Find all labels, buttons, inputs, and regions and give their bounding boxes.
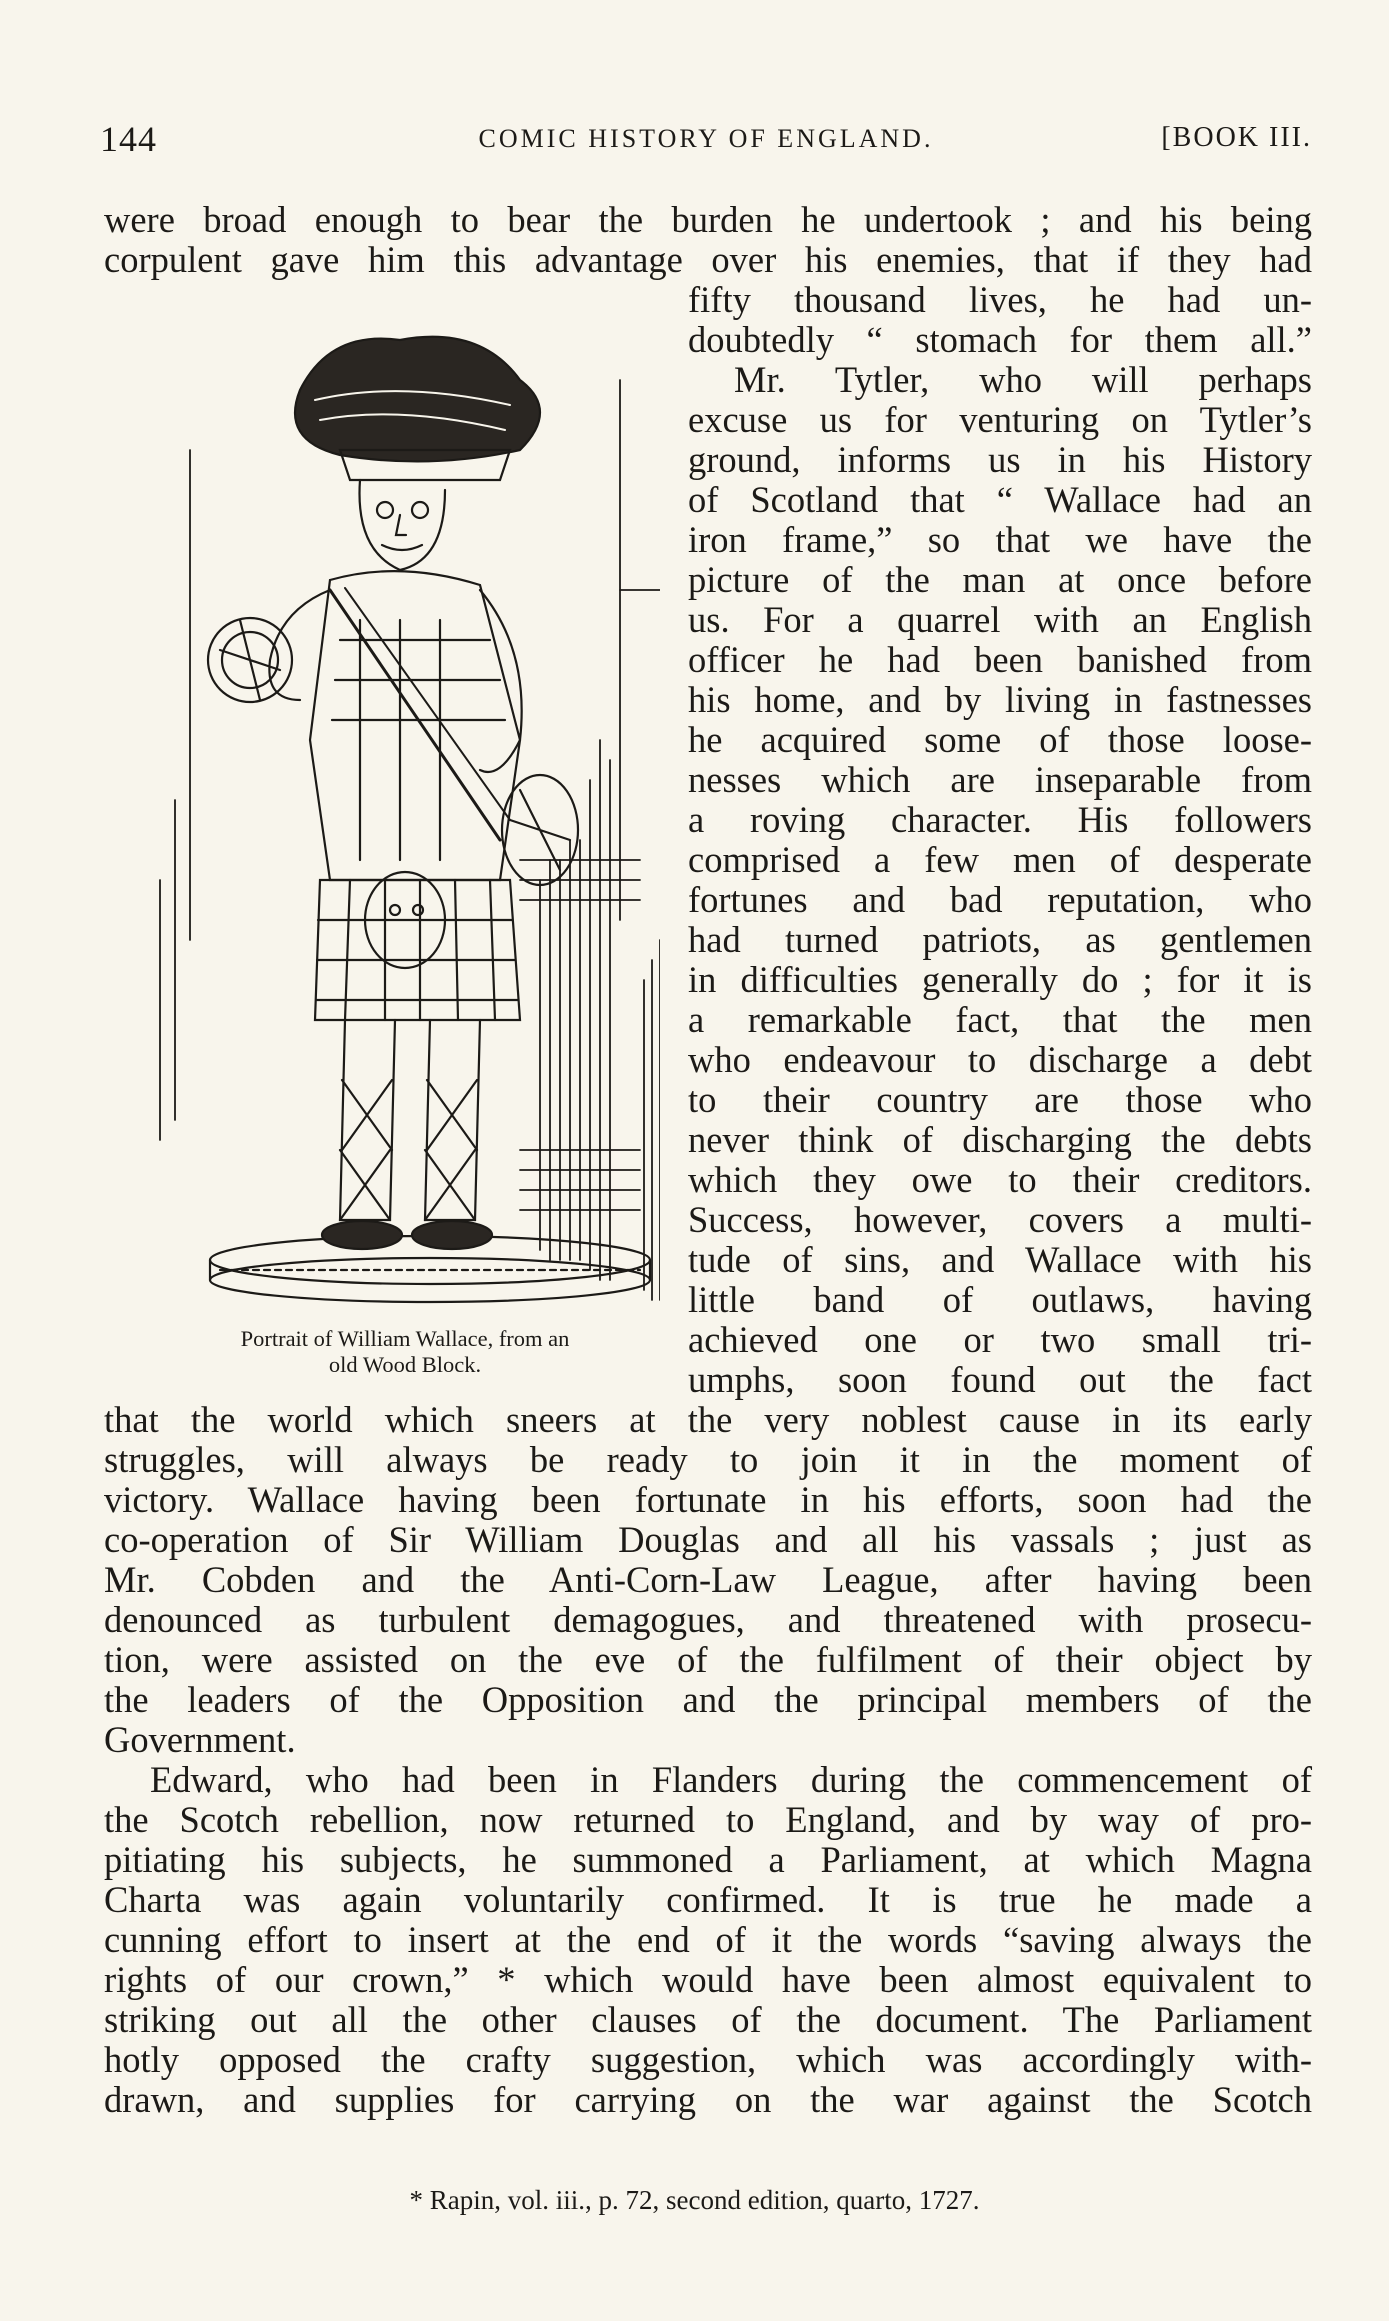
text-line: hotly opposed the crafty suggestion, which was accordingly with-: [104, 2039, 1312, 2080]
text-line: nesses which are inseparable from: [688, 759, 1312, 800]
text-line: drawn, and supplies for carrying on the war against the Scotch: [104, 2079, 1312, 2120]
text-line: victory. Wallace having been fortunate in his efforts, soon had the: [104, 1479, 1312, 1520]
figure-caption: [140, 1326, 670, 1378]
bottom-paragraphs: [104, 1400, 1312, 2120]
text-line: Charta was again voluntarily confirmed. It is true he made a: [104, 1879, 1312, 1920]
face: [360, 480, 446, 570]
wallace-woodcut-illustration: [100, 320, 660, 1310]
text-line: Mr. Tytler, who will perhaps: [734, 359, 1312, 400]
text-line: in difficulties generally do ; for it is: [688, 959, 1312, 1000]
background-pillars: [160, 380, 660, 1300]
right-arm: [480, 590, 578, 885]
page-number: 144: [100, 119, 157, 159]
text-line: that the world which sneers at the very noblest cause in its early: [104, 1399, 1312, 1440]
text-line: striking out all the other clauses of the document. The Parliament: [104, 1999, 1312, 2040]
legs: [322, 1020, 492, 1249]
caption-line: Portrait of William Wallace, from an: [240, 1326, 570, 1351]
text-line: had turned patriots, as gentlemen: [688, 919, 1312, 960]
text-line: cunning effort to insert at the end of it the words “saving always the: [104, 1919, 1312, 1960]
torso: [310, 571, 520, 880]
text-line: doubtedly “ stomach for them all.”: [688, 319, 1312, 360]
text-line: picture of the man at once before: [688, 559, 1312, 600]
text-line: his home, and by living in fastnesses: [688, 679, 1312, 720]
text-line: iron frame,” so that we have the: [688, 519, 1312, 560]
text-line: umphs, soon found out the fact: [688, 1359, 1312, 1400]
text-line: pitiating his subjects, he summoned a Parliament, at which Magna: [104, 1839, 1312, 1880]
text-line: fifty thousand lives, he had un-: [688, 279, 1312, 320]
text-line: Mr. Cobden and the Anti-Corn-Law League, after having been: [104, 1559, 1312, 1600]
footnote: * Rapin, vol. iii., p. 72, second edition, quarto, 1727.: [409, 2185, 980, 2215]
caption-line: old Wood Block.: [328, 1352, 482, 1377]
text-line: tion, were assisted on the eve of the fulfilment of their object by: [104, 1639, 1312, 1680]
bonnet: [295, 337, 540, 480]
running-header: [100, 118, 1312, 168]
text-line: the Scotch rebellion, now returned to England, and by way of pro-: [104, 1799, 1312, 1840]
text-line: rights of our crown,” * which would have been almost equivalent to: [104, 1959, 1312, 2000]
text-line: were broad enough to bear the burden he undertook ; and his being: [104, 199, 1312, 240]
text-line: who endeavour to discharge a debt: [688, 1039, 1312, 1080]
text-line: denounced as turbulent demagogues, and threatened with prosecu-: [104, 1599, 1312, 1640]
text-line: corpulent gave him this advantage over his enemies, that if they had: [104, 239, 1312, 280]
left-arm: [208, 590, 330, 702]
text-line: excuse us for venturing on Tytler’s: [688, 399, 1312, 440]
text-line: which they owe to their creditors.: [688, 1159, 1312, 1200]
text-line: co-operation of Sir William Douglas and all his vassals ; just as: [104, 1519, 1312, 1560]
text-line: he acquired some of those loose-: [688, 719, 1312, 760]
text-line: never think of discharging the debts: [688, 1119, 1312, 1160]
text-line: us. For a quarrel with an English: [688, 599, 1312, 640]
text-line: struggles, will always be ready to join it in the moment of: [104, 1439, 1312, 1480]
book-label: [BOOK III.: [1161, 122, 1312, 153]
text-line: Government.: [104, 1719, 296, 1760]
text-line: comprised a few men of desperate: [688, 839, 1312, 880]
text-line: little band of outlaws, having: [688, 1279, 1312, 1320]
text-line: to their country are those who: [688, 1079, 1312, 1120]
kilt: [315, 872, 520, 1020]
top-paragraph: [104, 200, 1312, 280]
text-line: Edward, who had been in Flanders during the commencement of: [150, 1759, 1312, 1800]
text-line: of Scotland that “ Wallace had an: [688, 479, 1312, 520]
text-line: the leaders of the Opposition and the principal members of the: [104, 1679, 1312, 1720]
text-line: a roving character. His followers: [688, 799, 1312, 840]
text-line: tude of sins, and Wallace with his: [688, 1239, 1312, 1280]
text-line: achieved one or two small tri-: [688, 1319, 1312, 1360]
text-line: Success, however, covers a multi-: [688, 1199, 1312, 1240]
side-paragraph: [688, 280, 1312, 1400]
text-line: ground, informs us in his History: [688, 439, 1312, 480]
running-title: COMIC HISTORY OF ENGLAND.: [478, 124, 934, 153]
text-line: officer he had been banished from: [688, 639, 1312, 680]
text-line: fortunes and bad reputation, who: [688, 879, 1312, 920]
text-line: a remarkable fact, that the men: [688, 999, 1312, 1040]
